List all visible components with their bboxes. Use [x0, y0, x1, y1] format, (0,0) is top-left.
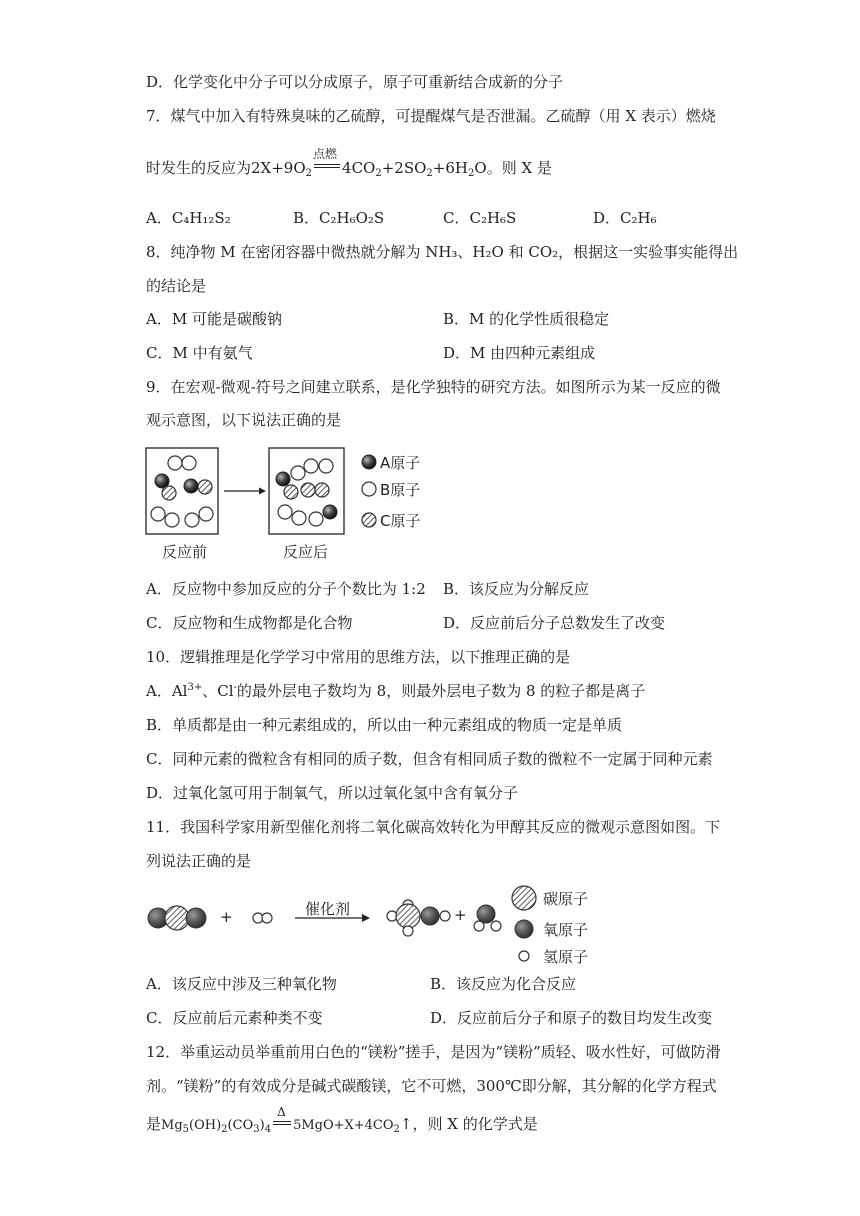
q12-formula-oh-sub: 2: [221, 1124, 228, 1135]
q10-option-a-sup1: 3+: [187, 682, 203, 693]
q7-equation-line: [146, 147, 552, 179]
q10-option-b[interactable]: B．单质都是由一种元素组成的，所以由一种元素组成的物质一定是单质: [146, 716, 623, 734]
q8-option-a[interactable]: A．M 可能是碳酸钠: [146, 310, 282, 328]
q12-condition: Δ: [277, 1105, 286, 1119]
q6-option-d[interactable]: D．化学变化中分子可以分成原子，原子可重新结合成新的分子: [146, 73, 564, 91]
q7-eq-r1: 4CO: [342, 159, 376, 177]
q7-option-b[interactable]: B．C₂H₆O₂S: [293, 209, 385, 227]
q11-legend-hydrogen-swatch: [519, 951, 529, 961]
q9-option-a[interactable]: A．反应物中参加反应的分子个数比为 1:2: [146, 580, 426, 598]
q9-stem-line2: 观示意图，以下说法正确的是: [146, 411, 342, 429]
q8-stem-line2: 的结论是: [146, 277, 207, 295]
q9-legend-c: C原子: [380, 512, 421, 530]
q12-equals-sign: [271, 1105, 293, 1134]
q10-option-a[interactable]: [146, 681, 645, 701]
q9-legend-b-swatch: [362, 482, 376, 496]
q12-equation-pre: 是: [146, 1115, 162, 1133]
q7-eq-r3-tail: O: [474, 159, 487, 177]
q9-option-d[interactable]: D．反应前后分子总数发生了改变: [443, 614, 666, 632]
q11-plus-1: +: [220, 908, 233, 926]
q11-plus-2: +: [454, 906, 467, 924]
q10-option-a-post: 的最外层电子数均为 8，则最外层电子数为 8 的粒子都是离子: [236, 682, 646, 700]
q12-gas-arrow: ↑: [399, 1115, 413, 1133]
q7-eq-r3: +6H: [432, 159, 468, 177]
q9-after-label: 反应后: [283, 543, 329, 561]
q12-formula-close: ): [259, 1118, 265, 1133]
q7-condition: 点燃: [313, 147, 338, 161]
q8-stem-line1: 8．纯净物 M 在密闭容器中微热就分解为 NH₃、H₂O 和 CO₂，根据这一实验事实能得出: [146, 243, 739, 261]
q8-option-c[interactable]: C．M 中有氨气: [146, 344, 253, 362]
q10-option-a-pre: A．Al: [146, 682, 188, 700]
q7-eq-r1-sub: 2: [375, 168, 382, 179]
q11-reaction-diagram: [140, 878, 610, 968]
q10-option-d[interactable]: D．过氧化氢可用于制氧气，所以过氧化氢中含有氧分子: [146, 784, 519, 802]
q11-stem-line1: 11．我国科学家用新型催化剂将二氧化碳高效转化为甲醇其反应的微观示意图如图。下: [146, 818, 721, 836]
q11-catalyst-label: 催化剂: [305, 900, 351, 918]
q12-products-sub: 2: [393, 1124, 400, 1135]
q7-eq-r2-sub: 2: [426, 168, 433, 179]
q7-stem: 7．煤气中加入有特殊臭味的乙硫醇，可提醒煤气是否泄漏。乙硫醇（用 X 表示）燃烧: [146, 107, 716, 125]
q7-equation-post: 。则 X 是: [486, 159, 552, 177]
q11-stem-line2: 列说法正确的是: [146, 852, 252, 870]
q9-option-c[interactable]: C．反应物和生成物都是化合物: [146, 614, 353, 632]
q12-formula-co3-sub: 3: [253, 1124, 260, 1135]
q10-option-a-mid: 、Cl: [202, 682, 234, 700]
q9-legend-a-swatch: [362, 455, 376, 469]
q9-legend-c-swatch: [362, 513, 376, 527]
q11-option-d[interactable]: D．反应前后分子和原子的数目均发生改变: [430, 1009, 713, 1027]
q7-eq-left: 2X+9O: [251, 159, 306, 177]
q10-option-c[interactable]: C．同种元素的微粒含有相同的质子数，但含有相同质子数的微粒不一定属于同种元素: [146, 750, 713, 768]
q12-formula-co3: (CO: [227, 1118, 254, 1133]
q12-formula-mg: Mg: [161, 1118, 183, 1133]
q11-option-a[interactable]: A．该反应中涉及三种氧化物: [146, 975, 337, 993]
q12-stem-line1: 12．举重运动员举重前用白色的“镁粉”搓手，是因为“镁粉”质轻、吸水性好，可做防滑: [146, 1043, 721, 1061]
q11-legend-carbon-swatch: [512, 886, 536, 910]
q9-legend-a: A原子: [380, 454, 421, 472]
q12-equation-line: [146, 1105, 538, 1136]
q12-equation-post: ，则 X 的化学式是: [412, 1115, 538, 1133]
q7-option-a[interactable]: A．C₄H₁₂S₂: [146, 209, 231, 227]
q12-formula-mg-sub: 5: [182, 1124, 190, 1135]
q11-legend-oxygen-swatch: [515, 920, 533, 938]
q9-option-b[interactable]: B．该反应为分解反应: [443, 580, 590, 598]
q12-formula-oh: (OH): [189, 1118, 222, 1133]
q8-option-b[interactable]: B．M 的化学性质很稳定: [443, 310, 610, 328]
q9-before-label: 反应前: [162, 543, 208, 561]
q9-legend-b: B原子: [380, 481, 421, 499]
q7-eq-r2: +2SO: [381, 159, 427, 177]
q10-option-a-sup2: -: [233, 682, 237, 693]
q8-option-d[interactable]: D．M 由四种元素组成: [443, 344, 596, 362]
q12-stem-line2: 剂。“镁粉”的有效成分是碱式碳酸镁，它不可燃，300℃即分解，其分解的化学方程式: [146, 1077, 717, 1095]
q12-formula-close-sub: 4: [264, 1124, 272, 1135]
q11-option-c[interactable]: C．反应前后元素种类不变: [146, 1009, 323, 1027]
q11-option-b[interactable]: B．该反应为化合反应: [430, 975, 577, 993]
q7-eq-r3-sub: 2: [468, 168, 475, 179]
q11-legend-hydrogen: 氢原子: [543, 948, 589, 966]
q7-option-d[interactable]: D．C₂H₆: [593, 209, 657, 227]
q11-legend-carbon: 碳原子: [543, 890, 589, 908]
q11-legend-oxygen: 氧原子: [543, 921, 589, 939]
q7-option-c[interactable]: C．C₂H₆S: [443, 209, 517, 227]
q9-stem-line1: 9．在宏观-微观-符号之间建立联系，是化学独特的研究方法。如图所示为某一反应的微: [146, 378, 721, 396]
q7-eq-left-sub: 2: [305, 168, 313, 179]
q10-stem: 10．逻辑推理是化学学习中常用的思维方法，以下推理正确的是: [146, 648, 571, 666]
q7-equation-pre: 时发生的反应为: [146, 159, 252, 177]
q7-equals-sign: [312, 147, 342, 178]
q12-products: 5MgO+X+4CO: [293, 1118, 394, 1133]
